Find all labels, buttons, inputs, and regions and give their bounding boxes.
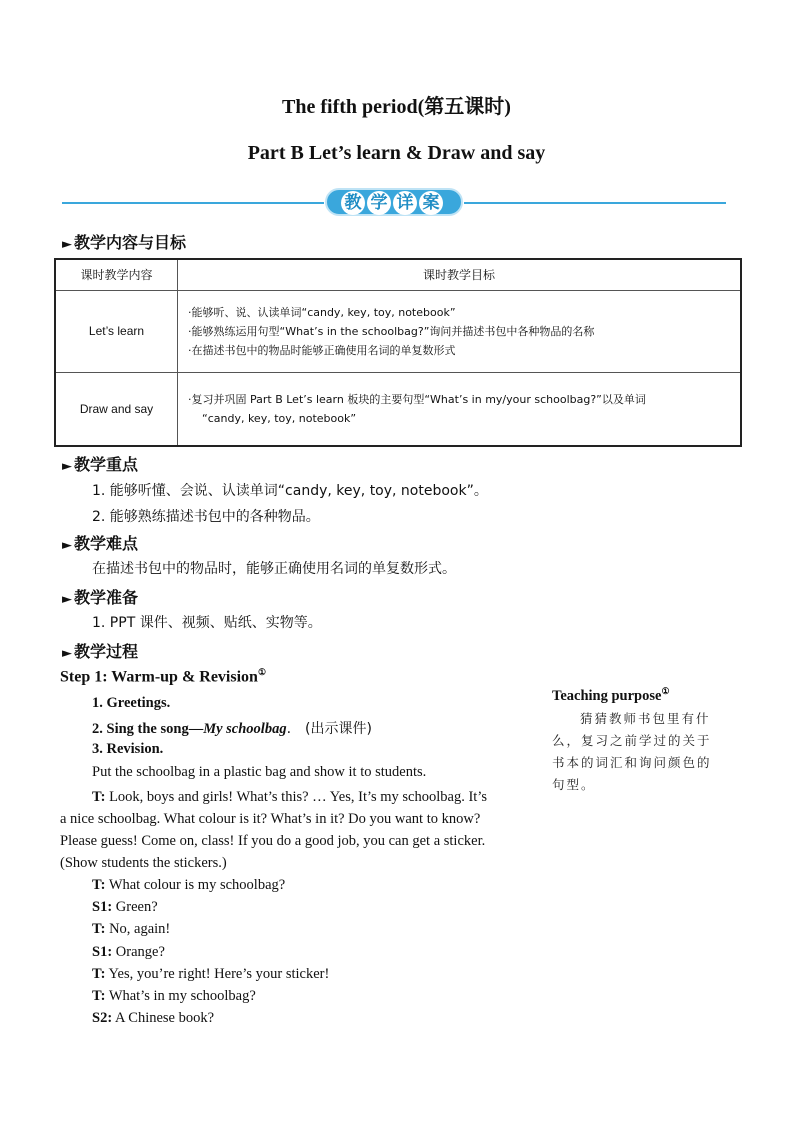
speaker-label: S1:	[92, 943, 113, 960]
table-cell-content: Let’s learn	[55, 290, 178, 372]
sing-suffix: . (出示课件)	[286, 721, 372, 737]
table-header-left: 课时教学内容	[55, 259, 178, 290]
section-heading-text: 教学内容与目标	[74, 233, 187, 252]
key-point: 1. 能够听懂、会说、认读单词“candy, key, toy, notebook”。	[92, 483, 488, 499]
speaker-label: T:	[92, 965, 106, 982]
section-heading-prep	[62, 585, 138, 608]
speaker-label: T:	[92, 789, 106, 805]
instruction-text: Put the schoolbag in a plastic bag and show it to students.	[92, 764, 427, 780]
triangle-icon: ►	[62, 538, 72, 553]
item-sing	[60, 718, 568, 738]
paragraph-line: Look, boys and girls! What’s this? … Yes, It’s my schoolbag. It’s	[109, 789, 487, 805]
banner-char: 学	[367, 191, 391, 215]
footnote-mark: ①	[661, 686, 670, 696]
item-greetings: 1. Greetings.	[92, 695, 171, 711]
paragraph-line: a nice schoolbag. What colour is it? What’s in it? Do you want to know?	[60, 811, 481, 827]
dialogue-line	[60, 874, 536, 896]
speaker-label: S1:	[92, 899, 113, 916]
objectives-table	[54, 258, 742, 447]
table-cell-goals	[178, 372, 742, 446]
section-heading-difficult	[62, 531, 138, 554]
sidebar-title-text: Teaching purpose	[552, 687, 662, 704]
item-revision: 3. Revision.	[92, 741, 164, 757]
step-heading	[60, 667, 266, 686]
dialogue-line	[60, 896, 536, 918]
dialogue-line	[60, 1007, 536, 1029]
triangle-icon: ►	[62, 459, 72, 474]
table-cell-goals	[178, 290, 742, 372]
dialogue-text: Green?	[115, 899, 158, 916]
speaker-label: T:	[92, 988, 106, 1005]
triangle-icon: ►	[62, 646, 72, 661]
triangle-icon: ►	[62, 592, 72, 607]
difficult-point: 在描述书包中的物品时，能够正确使用名词的单复数形式。	[92, 561, 456, 577]
dialogue-line	[60, 985, 536, 1007]
goal-bullet: ·能够熟练运用句型“What’s in the schoolbag?”询问并描述书包中各种物品的名称	[188, 324, 595, 338]
section-heading-process	[62, 639, 138, 662]
paragraph-line: (Show students the stickers.)	[60, 855, 227, 871]
dialogue-text: What’s in my schoolbag?	[108, 988, 256, 1005]
dialogue-line	[60, 941, 536, 963]
table-header-right: 课时教学目标	[178, 259, 742, 290]
section-heading-key	[62, 452, 138, 475]
banner-char: 详	[393, 191, 417, 215]
song-title: My schoolbag	[203, 721, 287, 737]
sidebar-title	[552, 686, 670, 705]
prep-text: 1. PPT 课件、视频、贴纸、实物等。	[92, 615, 322, 631]
page-title: The fifth period(第五课时)	[282, 96, 511, 118]
dialogue-text: Yes, you’re right! Here’s your sticker!	[108, 965, 330, 982]
triangle-icon: ►	[62, 237, 72, 252]
step-heading-text: Step 1: Warm-up & Revision	[60, 668, 258, 686]
goal-bullet: ·能够听、说、认读单词“candy, key, toy, notebook”	[188, 305, 456, 319]
dialogue-text: A Chinese book?	[114, 1010, 215, 1027]
speaker-label: T:	[92, 921, 106, 938]
speaker-label: S2:	[92, 1010, 113, 1027]
dialogue	[60, 874, 536, 1029]
section-heading-text: 教学难点	[74, 534, 139, 553]
teacher-paragraph	[60, 786, 536, 874]
goal-bullet: ·复习并巩固 Part B Let’s learn 板块的主要句型“What’s in my/your schoolbag?”以及单词	[188, 392, 646, 406]
table-row	[55, 290, 741, 372]
table-cell-content: Draw and say	[55, 372, 178, 446]
dialogue-text: Orange?	[115, 943, 165, 960]
key-point: 2. 能够熟练描述书包中的各种物品。	[92, 509, 320, 525]
sidebar-text: 猜猜教师书包里有什么，复习之前学过的关于书本的词汇和询问颜色的句型。	[552, 711, 712, 792]
paragraph-line: Please guess! Come on, class! If you do a good job, you can get a sticker.	[60, 833, 486, 849]
goal-bullet: “candy, key, toy, notebook”	[202, 411, 357, 425]
section-heading-goals	[62, 230, 186, 253]
banner-char: 案	[419, 191, 443, 215]
section-heading-text: 教学准备	[74, 588, 139, 607]
dialogue-line	[60, 918, 536, 940]
table-row	[55, 372, 741, 446]
banner-line-left	[62, 202, 324, 204]
page-subtitle: Part B Let’s learn & Draw and say	[247, 142, 546, 164]
table-header-row	[55, 259, 741, 290]
banner-badge	[325, 188, 463, 216]
dialogue-line	[60, 963, 536, 985]
section-heading-text: 教学过程	[74, 642, 139, 661]
sing-prefix: 2. Sing the song—	[92, 721, 204, 737]
footnote-mark: ①	[257, 667, 267, 677]
dialogue-text: No, again!	[109, 921, 171, 938]
section-heading-text: 教学重点	[74, 455, 139, 474]
goal-bullet: ·在描述书包中的物品时能够正确使用名词的单复数形式	[188, 343, 456, 357]
banner-line-right	[464, 202, 726, 204]
dialogue-text: What colour is my schoolbag?	[108, 877, 286, 893]
banner-char: 教	[341, 191, 365, 215]
speaker-label: T:	[92, 877, 106, 893]
